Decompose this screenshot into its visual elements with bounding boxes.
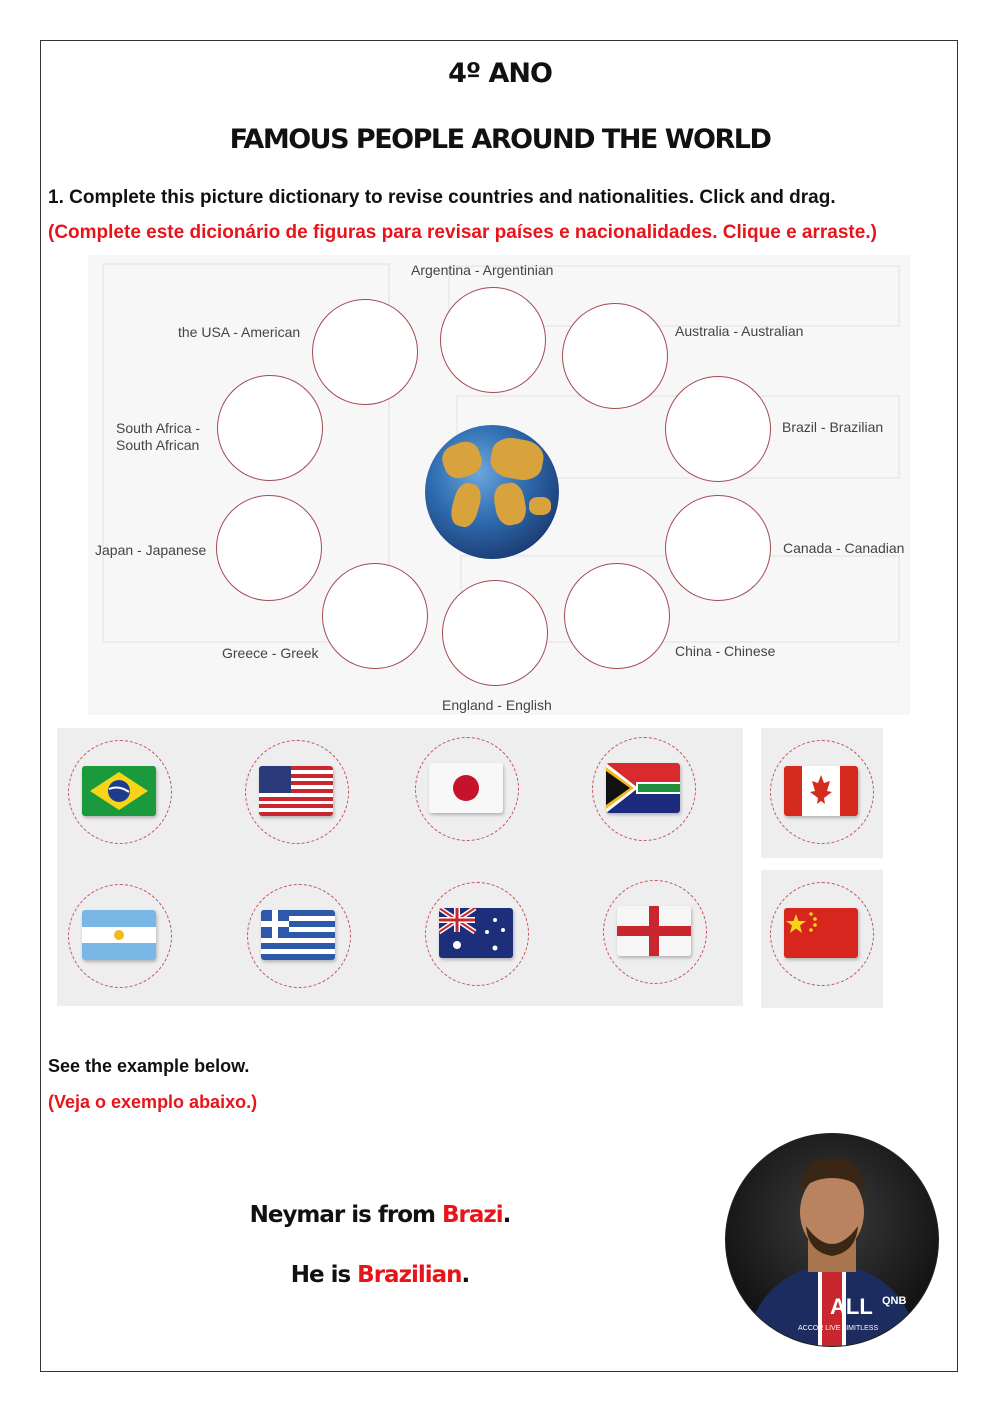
- draggable-flag-england[interactable]: [603, 880, 707, 984]
- drop-circle-south-africa[interactable]: [217, 375, 323, 481]
- jersey-text: ALL: [830, 1294, 873, 1319]
- drop-circle-england[interactable]: [442, 580, 548, 686]
- example-sentence-2: [0, 1262, 760, 1288]
- neymar-photo: [725, 1133, 939, 1347]
- label-australia: Australia - Australian: [675, 323, 804, 339]
- draggable-flag-greece[interactable]: [247, 884, 351, 988]
- draggable-flag-australia[interactable]: [425, 882, 529, 986]
- china-flag-icon: [784, 908, 858, 958]
- japan-flag-icon: [429, 763, 503, 813]
- sponsor-text: QNB: [882, 1295, 907, 1307]
- label-brazil: Brazil - Brazilian: [782, 419, 884, 435]
- label-south-africa-line2: South African: [116, 437, 200, 453]
- sentence-2-prefix: He is: [290, 1262, 358, 1288]
- argentina-flag-icon: [82, 910, 156, 960]
- draggable-flag-usa[interactable]: [245, 740, 349, 844]
- usa-flag-icon: [259, 766, 333, 816]
- sentence-1-country: Brazi: [441, 1202, 503, 1228]
- england-flag-icon: [617, 906, 691, 956]
- label-japan: Japan - Japanese: [95, 542, 207, 558]
- canada-flag-icon: [784, 766, 858, 816]
- drop-circle-greece[interactable]: [322, 563, 428, 669]
- instruction-portuguese: (Complete este dicionário de figuras para revisar países e nacionalidades. Clique e arraste.): [48, 222, 877, 243]
- label-china: China - Chinese: [675, 643, 776, 659]
- drop-circle-china[interactable]: [564, 563, 670, 669]
- drop-circle-australia[interactable]: [562, 303, 668, 409]
- draggable-flag-brazil[interactable]: [68, 740, 172, 844]
- label-south-africa-line1: South Africa -: [116, 420, 201, 436]
- drop-circle-japan[interactable]: [216, 495, 322, 601]
- south-africa-flag-icon: [606, 763, 680, 813]
- draggable-flag-japan[interactable]: [415, 737, 519, 841]
- sentence-2-nationality: Brazilian: [357, 1262, 462, 1288]
- label-argentina: Argentina - Argentinian: [411, 262, 554, 278]
- label-usa: the USA - American: [178, 324, 301, 340]
- greece-flag-icon: [261, 910, 335, 960]
- draggable-flag-canada[interactable]: [770, 740, 874, 844]
- example-sentence-1: [0, 1202, 760, 1228]
- drop-circle-canada[interactable]: [665, 495, 771, 601]
- slogan-text: ACCOR LIVE LIMITLESS: [798, 1325, 879, 1332]
- label-canada: Canada - Canadian: [783, 540, 905, 556]
- example-heading-english: See the example below.: [48, 1056, 250, 1076]
- sentence-2-end: .: [461, 1262, 470, 1288]
- drop-circle-argentina[interactable]: [440, 287, 546, 393]
- draggable-flag-argentina[interactable]: [68, 884, 172, 988]
- sentence-1-end: .: [502, 1202, 511, 1228]
- page-title: FAMOUS PEOPLE AROUND THE WORLD: [229, 124, 771, 155]
- grade-heading: 4º ANO: [448, 58, 552, 89]
- label-england: England - English: [442, 697, 552, 713]
- draggable-flag-south-africa[interactable]: [592, 737, 696, 841]
- sentence-1-prefix: Neymar is from: [249, 1202, 442, 1228]
- label-greece: Greece - Greek: [222, 645, 319, 661]
- draggable-flag-china[interactable]: [770, 882, 874, 986]
- australia-flag-icon: [439, 908, 513, 958]
- instruction-english: 1. Complete this picture dictionary to revise countries and nationalities. Click and drag.: [48, 187, 836, 208]
- drop-circle-brazil[interactable]: [665, 376, 771, 482]
- example-heading-portuguese: (Veja o exemplo abaixo.): [48, 1092, 258, 1112]
- brazil-flag-icon: [82, 766, 156, 816]
- globe-icon: [425, 425, 559, 559]
- drop-circle-usa[interactable]: [312, 299, 418, 405]
